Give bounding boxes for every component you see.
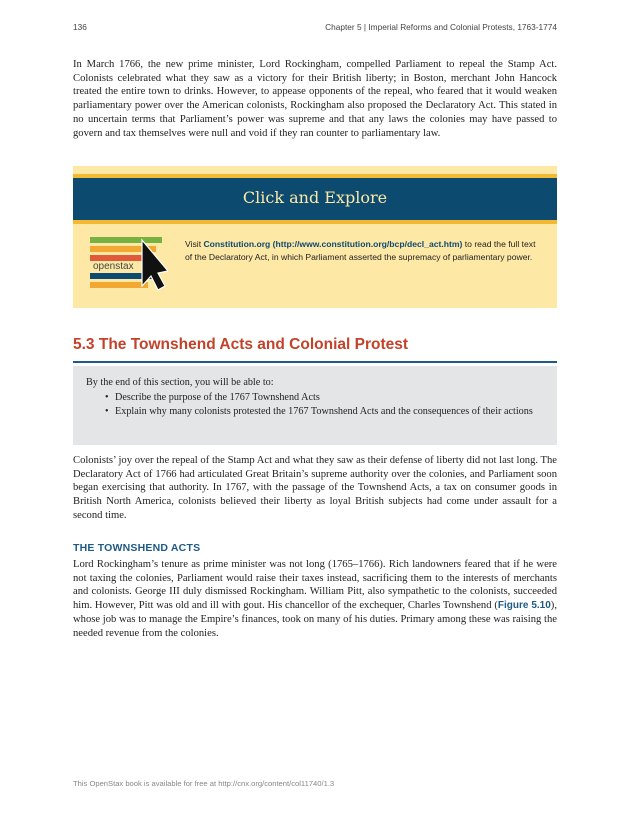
box-text-tail: to read the full text of the Declaratory Act, in which Parliament asserted the supremacy of parliamentary power. (185, 239, 536, 262)
constitution-org-link[interactable]: Constitution.org (http://www.constitution.org/bcp/decl_act.htm) (203, 239, 463, 249)
objectives-list (86, 391, 541, 418)
objectives-intro: By the end of this section, you will be able to: (86, 377, 274, 388)
box-text (185, 238, 545, 264)
bullet-icon: • (105, 392, 109, 403)
box-title-bar (73, 178, 557, 224)
box-title: Click and Explore (242, 188, 388, 207)
objective-item (86, 391, 541, 405)
section-rule (73, 361, 557, 363)
objective-text: Explain why many colonists protested the 1767 Townshend Acts and the consequences of their actions (115, 405, 533, 417)
running-header: Chapter 5 | Imperial Reforms and Colonial Protests, 1763-1774 (325, 22, 557, 32)
paragraph-rockingham-tenure (73, 558, 557, 640)
figure-5-10-link[interactable]: Figure 5.10 (497, 600, 551, 612)
openstax-cursor-icon (88, 234, 168, 292)
paragraph-text-tail: ), whose job was to manage the Empire’s finances, took on many of his duties. Primary among these was raising the needed revenue from the colonies. (73, 600, 557, 639)
paragraph-text-lead: Lord Rockingham’s tenure as prime minister was not long (1765–1766). Rich landowners feared that if he were not taxing the colonies, Parliament would raise their taxes instead, sacrificing them to the interests of merchants and colonists. George III duly dismissed Rockingham. William Pitt, also sympathetic to the colonists, succeeded him. However, Pitt was old and ill with gout. His chancellor of the exchequer, Charles Townshend ( (73, 559, 557, 612)
paragraph-declaratory-act: In March 1766, the new prime minister, Lord Rockingham, compelled Parliament to repeal the Stamp Act. Colonists celebrated what they saw as a victory for their British liberty; in Boston, merchant John Hancock treated the entire town to drinks. However, to appease opponents of the repeal, who feared that it would weaken parliamentary power over the American colonists, Rockingham also proposed the Declaratory Act. This stated in no uncertain terms that Parliament’s power was supreme and that any laws the colonies may have passed to govern and tax themselves were null and void if they ran counter to parliamentary law. (73, 59, 557, 139)
page-footer: This OpenStax book is available for free at http://cnx.org/content/col11740/1.3 (73, 779, 335, 788)
objective-text: Describe the purpose of the 1767 Townshend Acts (115, 392, 320, 403)
page-number: 136 (73, 22, 87, 32)
objective-item (86, 405, 541, 419)
box-text-lead: Visit (185, 239, 204, 249)
learning-objectives-box (73, 366, 557, 445)
subheading-townshend-acts: THE TOWNSHEND ACTS (73, 542, 201, 554)
section-title: 5.3 The Townshend Acts and Colonial Protest (73, 336, 409, 353)
openstax-logo-text: openstax (93, 261, 134, 272)
click-and-explore-box (73, 166, 557, 308)
bullet-icon: • (105, 405, 109, 417)
paragraph-townshend-intro: Colonists’ joy over the repeal of the Stamp Act and what they saw as their defense of liberty did not last long. The Declaratory Act of 1766 had articulated Great Britain’s supreme authority over the colonies, and Parliament soon began exercising that authority. In 1767, with the passage of the Townshend Acts, a tax on consumer goods in British North America, colonists believed their liberty as loyal British subjects had come under assault for a second time. (73, 455, 557, 521)
